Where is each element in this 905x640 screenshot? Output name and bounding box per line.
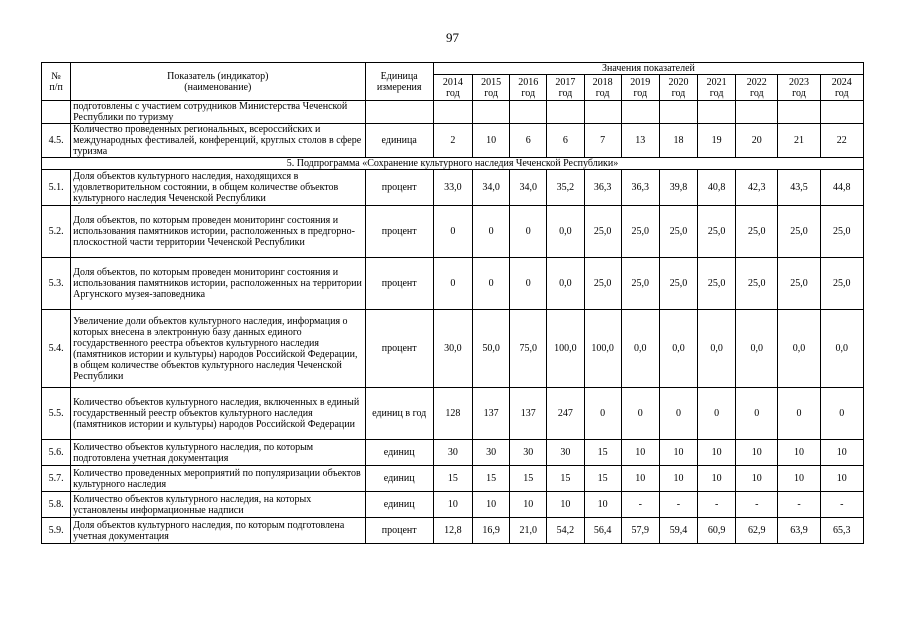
value-cell: 137 (473, 388, 510, 440)
section-title: 5. Подпрограмма «Сохранение культурного наследия Чеченской Республики» (42, 158, 864, 170)
header-year: 2016 год (510, 75, 547, 101)
table-row (42, 258, 864, 310)
indicator-name: подготовлены с участием сотрудников Министерства Чеченской Республики по туризму (71, 101, 365, 124)
value-cell: 6 (547, 124, 584, 158)
value-cell: 0 (473, 206, 510, 258)
value-cell: 22 (820, 124, 863, 158)
value-cell: 54,2 (547, 518, 584, 544)
value-cell: 6 (510, 124, 547, 158)
value-cell: - (698, 492, 736, 518)
row-number: 5.9. (42, 518, 71, 544)
value-cell: 0 (473, 258, 510, 310)
header-year: 2022 год (736, 75, 778, 101)
header-values-title: Значения показателей (433, 63, 863, 75)
value-cell: 0 (510, 206, 547, 258)
value-cell (473, 101, 510, 124)
value-cell: - (778, 492, 820, 518)
value-cell (621, 101, 659, 124)
value-cell: 57,9 (621, 518, 659, 544)
value-cell: 20 (736, 124, 778, 158)
header-year: 2020 год (659, 75, 697, 101)
value-cell: 7 (584, 124, 621, 158)
row-number (42, 101, 71, 124)
header-unit: Единица измерения (365, 63, 433, 101)
value-cell: 65,3 (820, 518, 863, 544)
value-cell: 10 (621, 440, 659, 466)
value-cell: 25,0 (736, 206, 778, 258)
value-cell: 0,0 (547, 206, 584, 258)
unit-cell: единица (365, 124, 433, 158)
value-cell: 50,0 (473, 310, 510, 388)
value-cell: 0 (433, 258, 472, 310)
value-cell: 15 (510, 466, 547, 492)
value-cell: 19 (698, 124, 736, 158)
header-row-1 (42, 63, 864, 75)
value-cell: 25,0 (698, 206, 736, 258)
header-year: 2024 год (820, 75, 863, 101)
value-cell: - (621, 492, 659, 518)
unit-cell: процент (365, 518, 433, 544)
value-cell: 128 (433, 388, 472, 440)
table-row (42, 440, 864, 466)
value-cell (433, 101, 472, 124)
header-year: 2019 год (621, 75, 659, 101)
value-cell: 10 (433, 492, 472, 518)
table-row (42, 518, 864, 544)
indicator-name: Количество объектов культурного наследия, включенных в единый государственный реестр объектов культурного наследия (памятников истории и культуры) народов Российской Федерации (71, 388, 365, 440)
value-cell: 0 (584, 388, 621, 440)
value-cell: 25,0 (820, 206, 863, 258)
value-cell: 30 (510, 440, 547, 466)
row-number: 5.2. (42, 206, 71, 258)
header-year: 2021 год (698, 75, 736, 101)
value-cell: 0 (778, 388, 820, 440)
value-cell: 247 (547, 388, 584, 440)
value-cell: 10 (473, 124, 510, 158)
value-cell: 0 (510, 258, 547, 310)
value-cell: 25,0 (820, 258, 863, 310)
value-cell: 100,0 (584, 310, 621, 388)
value-cell: 25,0 (659, 206, 697, 258)
value-cell: 62,9 (736, 518, 778, 544)
value-cell: 12,8 (433, 518, 472, 544)
header-year: 2015 год (473, 75, 510, 101)
value-cell: 2 (433, 124, 472, 158)
value-cell: 30 (433, 440, 472, 466)
value-cell: 25,0 (621, 206, 659, 258)
indicator-name: Количество объектов культурного наследия, на которых установлены информационные надписи (71, 492, 365, 518)
table-row (42, 206, 864, 258)
value-cell: 35,2 (547, 170, 584, 206)
value-cell: 0 (659, 388, 697, 440)
value-cell: 75,0 (510, 310, 547, 388)
value-cell: 137 (510, 388, 547, 440)
header-year: 2023 год (778, 75, 820, 101)
value-cell: 25,0 (584, 206, 621, 258)
value-cell: 15 (547, 466, 584, 492)
section-row (42, 158, 864, 170)
value-cell: 43,5 (778, 170, 820, 206)
value-cell: 15 (433, 466, 472, 492)
value-cell (510, 101, 547, 124)
value-cell: 25,0 (659, 258, 697, 310)
indicators-table (41, 62, 864, 544)
value-cell: 16,9 (473, 518, 510, 544)
value-cell: 18 (659, 124, 697, 158)
value-cell (547, 101, 584, 124)
value-cell: 36,3 (584, 170, 621, 206)
value-cell: 60,9 (698, 518, 736, 544)
value-cell: 10 (473, 492, 510, 518)
value-cell: 30 (473, 440, 510, 466)
value-cell: 10 (736, 466, 778, 492)
value-cell: - (736, 492, 778, 518)
unit-cell: единиц (365, 466, 433, 492)
value-cell: 15 (473, 466, 510, 492)
unit-cell: единиц (365, 492, 433, 518)
value-cell: 25,0 (778, 206, 820, 258)
indicator-name: Увеличение доли объектов культурного наследия, информация о которых внесена в электронную базу данных единого государственного реестра объектов культурного наследия (памятников истории и культуры) народов Российской Федерации, в общем количестве объектов культурного наследия Чеченской Республики (71, 310, 365, 388)
value-cell: 0,0 (698, 310, 736, 388)
indicator-name: Количество объектов культурного наследия, по которым подготовлена учетная документация (71, 440, 365, 466)
header-year: 2018 год (584, 75, 621, 101)
table-row (42, 310, 864, 388)
value-cell: 10 (621, 466, 659, 492)
value-cell: 21 (778, 124, 820, 158)
value-cell: 10 (659, 466, 697, 492)
value-cell: 36,3 (621, 170, 659, 206)
unit-cell: процент (365, 170, 433, 206)
value-cell: 13 (621, 124, 659, 158)
value-cell: 30 (547, 440, 584, 466)
value-cell (778, 101, 820, 124)
indicator-name: Доля объектов, по которым проведен мониторинг состояния и использования памятников истории, расположенных на территории Аргунского музея-заповедника (71, 258, 365, 310)
value-cell: 100,0 (547, 310, 584, 388)
row-number: 4.5. (42, 124, 71, 158)
value-cell: 10 (778, 466, 820, 492)
value-cell: 40,8 (698, 170, 736, 206)
value-cell: 0 (820, 388, 863, 440)
value-cell: 21,0 (510, 518, 547, 544)
value-cell: 25,0 (736, 258, 778, 310)
row-number: 5.1. (42, 170, 71, 206)
value-cell: 0 (433, 206, 472, 258)
value-cell: 59,4 (659, 518, 697, 544)
value-cell: 15 (584, 466, 621, 492)
value-cell: 34,0 (473, 170, 510, 206)
table-row (42, 124, 864, 158)
value-cell: 25,0 (621, 258, 659, 310)
value-cell: 44,8 (820, 170, 863, 206)
value-cell: 10 (584, 492, 621, 518)
header-year: 2014 год (433, 75, 472, 101)
value-cell: 0,0 (659, 310, 697, 388)
value-cell: 10 (510, 492, 547, 518)
unit-cell (365, 101, 433, 124)
value-cell: 25,0 (698, 258, 736, 310)
header-indicator: Показатель (индикатор) (наименование) (71, 63, 365, 101)
indicator-name: Количество проведенных региональных, всероссийских и международных фестивалей, конференций, круглых столов в сфере туризма (71, 124, 365, 158)
value-cell: 10 (547, 492, 584, 518)
value-cell: 33,0 (433, 170, 472, 206)
header-year: 2017 год (547, 75, 584, 101)
table-row (42, 388, 864, 440)
unit-cell: процент (365, 258, 433, 310)
row-number: 5.5. (42, 388, 71, 440)
value-cell (698, 101, 736, 124)
indicator-name: Доля объектов, по которым проведен мониторинг состояния и использования памятников истории, расположенных в предгорно-плоскостной части территории Чеченской Республики (71, 206, 365, 258)
value-cell: 0 (736, 388, 778, 440)
value-cell: 0,0 (547, 258, 584, 310)
value-cell: 10 (659, 440, 697, 466)
value-cell (584, 101, 621, 124)
value-cell: 10 (778, 440, 820, 466)
value-cell: 10 (820, 466, 863, 492)
row-number: 5.7. (42, 466, 71, 492)
value-cell: 25,0 (584, 258, 621, 310)
value-cell: 39,8 (659, 170, 697, 206)
row-number: 5.3. (42, 258, 71, 310)
value-cell: - (659, 492, 697, 518)
value-cell: 0,0 (778, 310, 820, 388)
table-row (42, 492, 864, 518)
table-row (42, 101, 864, 124)
value-cell: - (820, 492, 863, 518)
value-cell: 30,0 (433, 310, 472, 388)
indicator-name: Доля объектов культурного наследия, находящихся в удовлетворительном состоянии, в общем количестве объектов культурного наследия Чеченской Республики (71, 170, 365, 206)
table-row (42, 466, 864, 492)
unit-cell: единиц (365, 440, 433, 466)
value-cell: 0,0 (621, 310, 659, 388)
row-number: 5.6. (42, 440, 71, 466)
indicator-name: Количество проведенных мероприятий по популяризации объектов культурного наследия (71, 466, 365, 492)
value-cell: 10 (820, 440, 863, 466)
value-cell: 56,4 (584, 518, 621, 544)
value-cell: 10 (698, 440, 736, 466)
unit-cell: процент (365, 206, 433, 258)
unit-cell: процент (365, 310, 433, 388)
value-cell (820, 101, 863, 124)
row-number: 5.8. (42, 492, 71, 518)
header-num: № п/п (42, 63, 71, 101)
unit-cell: единиц в год (365, 388, 433, 440)
page-number: 97 (446, 30, 459, 45)
value-cell (736, 101, 778, 124)
table-body (42, 101, 864, 544)
table-row (42, 170, 864, 206)
value-cell: 0,0 (820, 310, 863, 388)
value-cell: 42,3 (736, 170, 778, 206)
value-cell: 0 (698, 388, 736, 440)
value-cell: 34,0 (510, 170, 547, 206)
value-cell: 0 (621, 388, 659, 440)
value-cell (659, 101, 697, 124)
value-cell: 0,0 (736, 310, 778, 388)
value-cell: 10 (736, 440, 778, 466)
row-number: 5.4. (42, 310, 71, 388)
value-cell: 25,0 (778, 258, 820, 310)
value-cell: 15 (584, 440, 621, 466)
indicator-name: Доля объектов культурного наследия, по которым подготовлена учетная документация (71, 518, 365, 544)
value-cell: 10 (698, 466, 736, 492)
value-cell: 63,9 (778, 518, 820, 544)
